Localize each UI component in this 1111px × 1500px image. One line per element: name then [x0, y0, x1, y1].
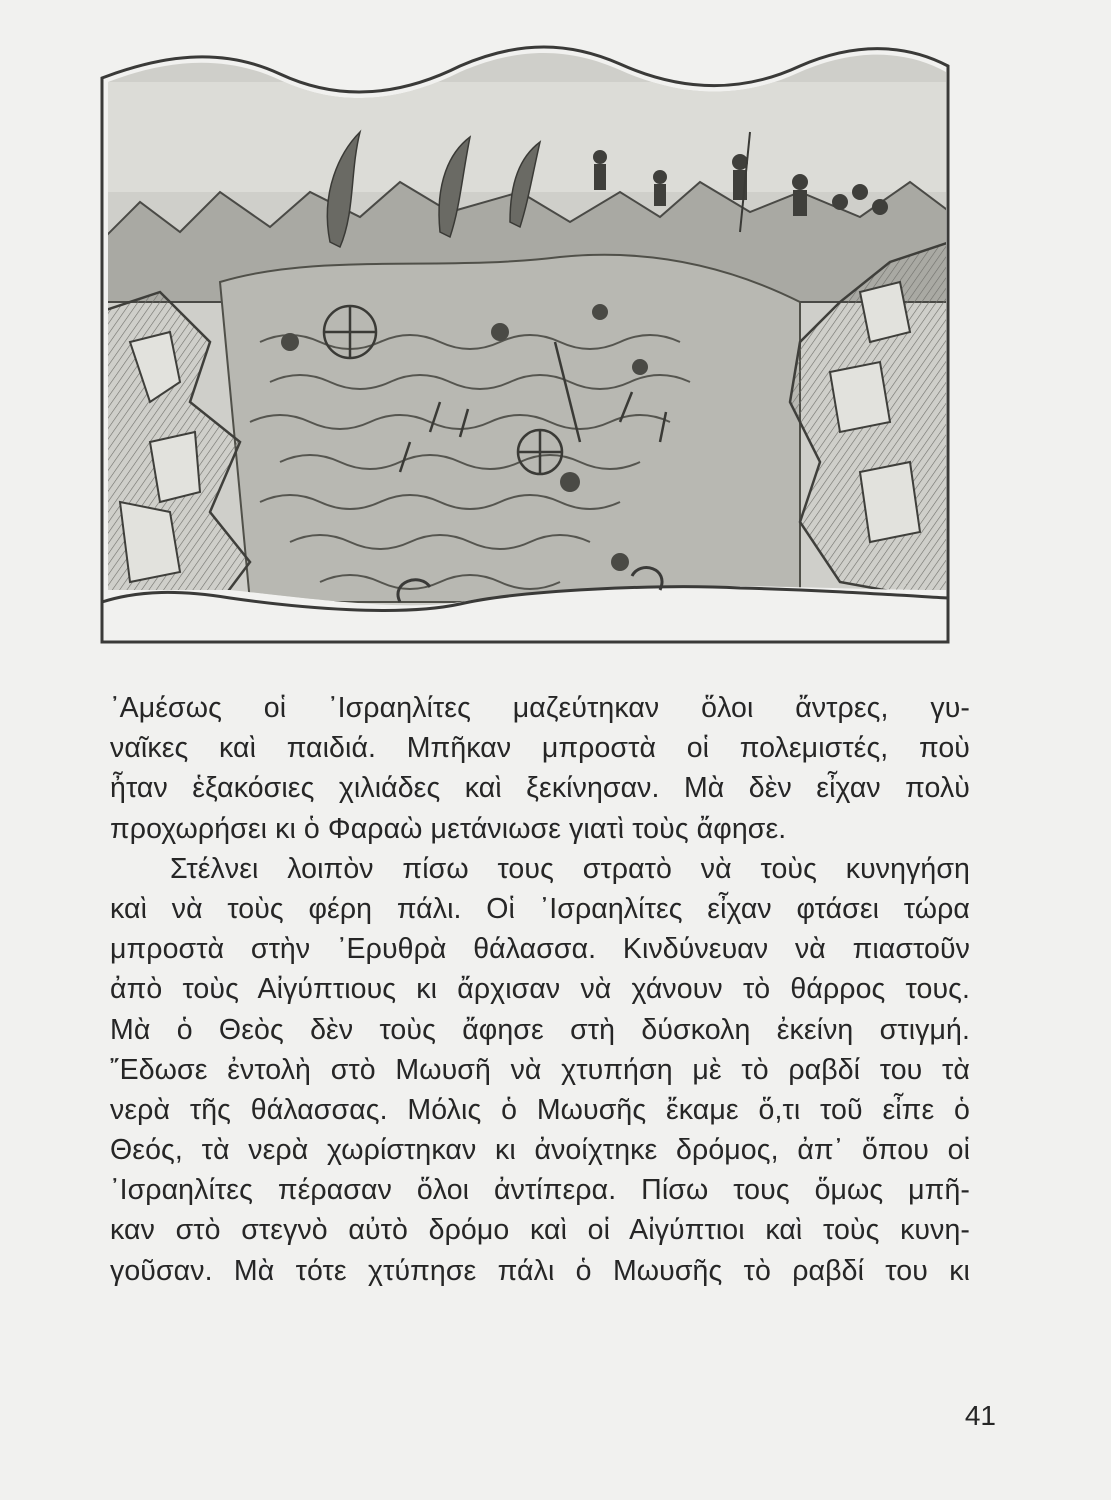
text-line: γοῦσαν. Μὰ τότε χτύπησε πάλι ὁ Μωυσῆς τὸ ραβδί του κι — [110, 1254, 970, 1287]
text-line: μπροστὰ στὴν ᾿Ερυθρὰ θάλασσα. Κινδύνευαν νὰ πιαστοῦν — [110, 933, 970, 966]
text-line: καν στὸ στεγνὸ αὐτὸ δρόμο καὶ οἱ Αἰγύπτιοι καὶ τοὺς κυνη- — [110, 1214, 970, 1247]
text-line: ῎Εδωσε ἐντολὴ στὸ Μωυσῆ νὰ χτυπήση μὲ τὸ ραβδί του τὰ — [110, 1053, 970, 1086]
text-line: νερὰ τῆς θάλασσας. Μόλις ὁ Μωυσῆς ἔκαμε ὅ,τι τοῦ εἶπε ὁ — [110, 1093, 970, 1126]
text-line: ἀπὸ τοὺς Αἰγύπτιους κι ἄρχισαν νὰ χάνουν τὸ θάρρος τους. — [110, 973, 970, 1006]
paragraph-2 — [110, 849, 970, 1291]
text-line: Στέλνει λοιπὸν πίσω τους στρατὸ νὰ τοὺς κυνηγήση — [170, 852, 970, 885]
text-line: ᾿Ισραηλίτες πέρασαν ὅλοι ἀντίπερα. Πίσω τους ὅμως μπῆ- — [110, 1174, 970, 1207]
story-text — [110, 688, 970, 1291]
paragraph-1 — [110, 688, 970, 849]
text-line: ᾿Αμέσως οἱ ᾿Ισραηλίτες μαζεύτηκαν ὅλοι ἄντρες, γυ- — [110, 692, 970, 724]
text-line: Θεός, τὰ νερὰ χωρίστηκαν κι ἀνοίχτηκε δρόμος, ἀπ᾿ ὅπου οἱ — [110, 1134, 970, 1167]
red-sea-crossing-illustration-icon — [100, 42, 950, 650]
text-line: Μὰ ὁ Θεὸς δὲν τοὺς ἄφησε στὴ δύσκολη ἐκείνη στιγμή. — [110, 1013, 970, 1046]
text-line: προχωρήσει κι ὁ Φαραὼ μετάνιωσε γιατὶ τοὺς ἄφησε. — [110, 812, 787, 845]
text-line: ἦταν ἑξακόσιες χιλιάδες καὶ ξεκίνησαν. Μὰ δὲν εἶχαν πολὺ — [110, 772, 970, 805]
text-line: καὶ νὰ τοὺς φέρη πάλι. Οἱ ᾿Ισραηλίτες εἶχαν φτάσει τώρα — [110, 892, 970, 925]
text-line: ναῖκες καὶ παιδιά. Μπῆκαν μπροστὰ οἱ πολεμιστές, ποὺ — [110, 732, 970, 765]
page-number: 41 — [964, 1400, 996, 1431]
